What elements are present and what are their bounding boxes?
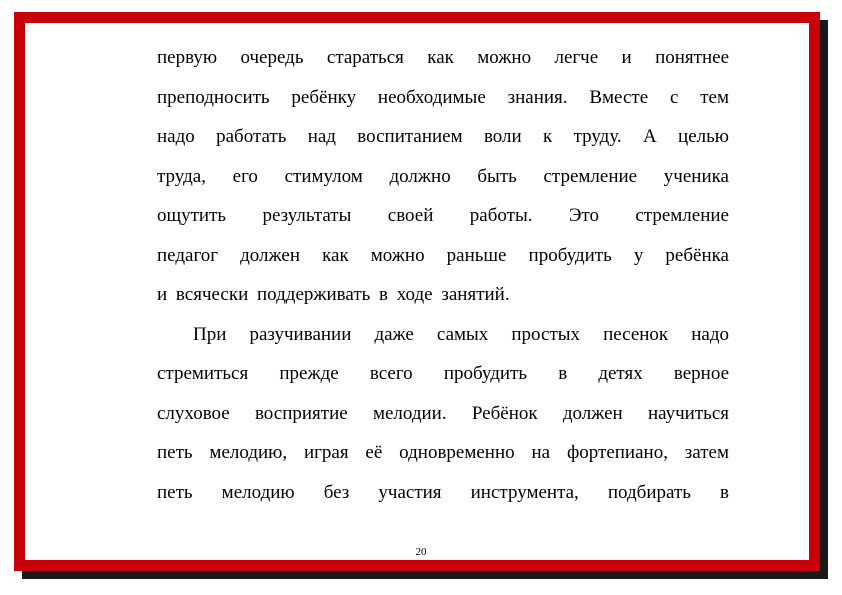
text-line: ощутить результаты своей работы. Это стремление <box>157 205 729 226</box>
text-line: петь мелодию без участия инструмента, подбирать в <box>157 481 729 503</box>
text-line: и всячески поддерживать в ходе занятий. <box>157 284 510 305</box>
text-line: преподносить ребёнку необходимые знания. Вместе с тем <box>157 86 729 108</box>
text-line: надо работать над воспитанием воли к труду. А целью <box>157 126 729 147</box>
text-line: стремиться прежде всего пробудить в детях верное <box>157 363 729 384</box>
text-line: слуховое восприятие мелодии. Ребёнок должен научиться <box>157 402 729 424</box>
page-number: 20 <box>415 546 427 558</box>
text-line: При разучивании даже самых простых песенок надо <box>193 323 729 345</box>
text-line: труда, его стимулом должно быть стремление ученика <box>157 165 729 187</box>
text-line: петь мелодию, играя её одновременно на фортепиано, затем <box>157 442 729 463</box>
text-line: первую очередь стараться как можно легче и понятнее <box>157 47 729 68</box>
body-text <box>157 42 729 516</box>
text-line: педагог должен как можно раньше пробудить у ребёнка <box>157 244 729 266</box>
